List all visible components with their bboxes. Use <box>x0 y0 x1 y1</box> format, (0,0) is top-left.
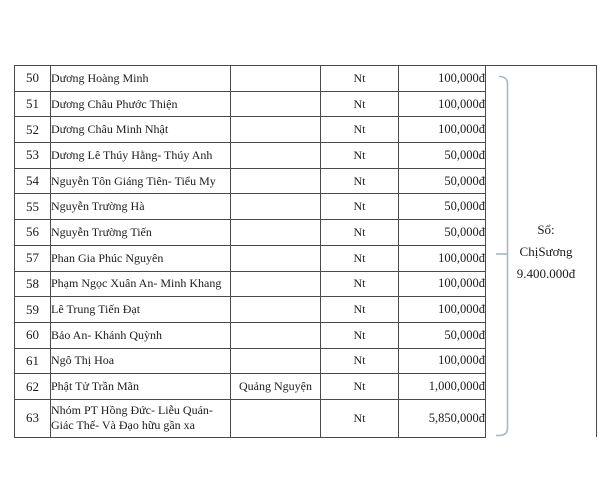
amount-value: 100,000đ <box>399 245 486 271</box>
dharma-name <box>231 143 321 169</box>
note-nt: Nt <box>321 348 399 374</box>
row-number: 59 <box>15 297 51 323</box>
note-nt: Nt <box>321 399 399 437</box>
amount-value: 100,000đ <box>399 117 486 143</box>
amount-value: 100,000đ <box>399 66 486 92</box>
row-number: 53 <box>15 143 51 169</box>
note-nt: Nt <box>321 271 399 297</box>
dharma-name <box>231 297 321 323</box>
donor-name: Nguyễn Trường Hà <box>51 194 231 220</box>
amount-value: 50,000đ <box>399 143 486 169</box>
amount-value: 5,850,000đ <box>399 399 486 437</box>
row-number: 58 <box>15 271 51 297</box>
amount-value: 100,000đ <box>399 91 486 117</box>
dharma-name <box>231 399 321 437</box>
amount-value: 100,000đ <box>399 348 486 374</box>
table-row <box>15 271 486 297</box>
table-row <box>15 194 486 220</box>
row-number: 51 <box>15 91 51 117</box>
table-row <box>15 322 486 348</box>
note-nt: Nt <box>321 322 399 348</box>
amount-value: 100,000đ <box>399 297 486 323</box>
note-nt: Nt <box>321 194 399 220</box>
amount-value: 50,000đ <box>399 194 486 220</box>
table-row <box>15 117 486 143</box>
note-nt: Nt <box>321 245 399 271</box>
dharma-name <box>231 271 321 297</box>
amount-value: 50,000đ <box>399 322 486 348</box>
donor-name: Ngô Thị Hoa <box>51 348 231 374</box>
donation-table-body <box>15 66 486 438</box>
note-nt: Nt <box>321 220 399 246</box>
row-number: 50 <box>15 66 51 92</box>
row-number: 52 <box>15 117 51 143</box>
dharma-name <box>231 322 321 348</box>
dharma-name <box>231 117 321 143</box>
donor-name: Dương Châu Phước Thiện <box>51 91 231 117</box>
summary-note <box>511 219 581 285</box>
donor-name: Phan Gia Phúc Nguyên <box>51 245 231 271</box>
note-nt: Nt <box>321 91 399 117</box>
summary-holder-name: ChịSương <box>519 244 573 259</box>
donor-name: Dương Hoàng Minh <box>51 66 231 92</box>
dharma-name: Quảng Nguyện <box>231 374 321 400</box>
donor-name: Bảo An- Khánh Quỳnh <box>51 322 231 348</box>
row-number: 57 <box>15 245 51 271</box>
donor-name: Phật Tử Trần Mãn <box>51 374 231 400</box>
note-nt: Nt <box>321 117 399 143</box>
dharma-name <box>231 66 321 92</box>
table-row <box>15 245 486 271</box>
table-row <box>15 168 486 194</box>
row-number: 61 <box>15 348 51 374</box>
table-row <box>15 143 486 169</box>
note-nt: Nt <box>321 374 399 400</box>
donor-name: Lê Trung Tiến Đạt <box>51 297 231 323</box>
donor-name: Dương Lê Thúy Hằng- Thúy Anh <box>51 143 231 169</box>
row-number: 62 <box>15 374 51 400</box>
row-number: 60 <box>15 322 51 348</box>
note-nt: Nt <box>321 297 399 323</box>
amount-value: 50,000đ <box>399 168 486 194</box>
donor-name: Nguyễn Tôn Giáng Tiên- Tiểu My <box>51 168 231 194</box>
donor-name: Phạm Ngọc Xuân An- Minh Khang <box>51 271 231 297</box>
dharma-name <box>231 194 321 220</box>
amount-value: 100,000đ <box>399 271 486 297</box>
table-row <box>15 220 486 246</box>
table-row <box>15 348 486 374</box>
summary-merged-cell <box>485 65 597 437</box>
dharma-name <box>231 91 321 117</box>
donor-name: Nguyễn Trường Tiến <box>51 220 231 246</box>
amount-value: 1,000,000đ <box>399 374 486 400</box>
table-row <box>15 374 486 400</box>
row-number: 55 <box>15 194 51 220</box>
note-nt: Nt <box>321 143 399 169</box>
note-nt: Nt <box>321 66 399 92</box>
donation-table <box>14 65 486 438</box>
row-number: 54 <box>15 168 51 194</box>
note-nt: Nt <box>321 168 399 194</box>
dharma-name <box>231 245 321 271</box>
donor-name: Nhóm PT Hồng Đức- Liễu Quán- Giác Thế- Và Đạo hữu gần xa <box>51 399 231 437</box>
table-row <box>15 91 486 117</box>
table-row <box>15 66 486 92</box>
dharma-name <box>231 168 321 194</box>
row-number: 56 <box>15 220 51 246</box>
dharma-name <box>231 348 321 374</box>
row-number: 63 <box>15 399 51 437</box>
summary-total: 9.400.000đ <box>516 266 576 281</box>
table-row <box>15 297 486 323</box>
dharma-name <box>231 220 321 246</box>
table-row <box>15 399 486 437</box>
donor-name: Dương Châu Minh Nhật <box>51 117 231 143</box>
amount-value: 50,000đ <box>399 220 486 246</box>
summary-label: Sổ: <box>537 222 555 237</box>
